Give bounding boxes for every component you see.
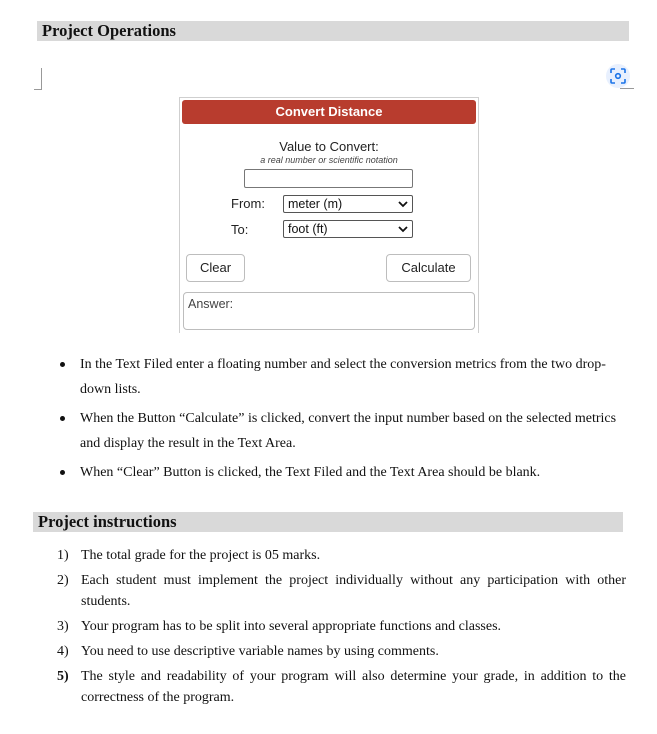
to-label: To: [231, 222, 249, 237]
instructions-list [48, 545, 626, 712]
from-unit-value: meter (m) [288, 197, 343, 211]
item-text: Each student must implement the project individually without any participation with other students. [81, 573, 626, 609]
item-text: The style and readability of your program will also determine your grade, in addition to the correctness of the program. [81, 669, 626, 705]
item-number: 1) [57, 548, 69, 563]
section-title-instructions: Project instructions [33, 512, 623, 532]
item-number: 3) [57, 619, 69, 634]
item-number: 2) [57, 573, 69, 588]
list-item [60, 406, 630, 456]
item-text: Your program has to be split into several appropriate functions and classes. [81, 619, 502, 634]
bullet-text: When “Clear” Button is clicked, the Text Filed and the Text Area should be blank. [80, 465, 541, 480]
distance-converter-widget [179, 97, 479, 333]
list-item [48, 616, 626, 637]
answer-label: Answer: [188, 297, 234, 311]
screenshot-icon[interactable] [606, 64, 630, 88]
bullet-dot [60, 470, 65, 475]
from-unit-select[interactable] [283, 195, 413, 213]
operations-list [60, 352, 630, 489]
bullet-text: In the Text Filed enter a floating number and select the conversion metrics from the two drop-down lists. [80, 357, 606, 397]
bullet-dot [60, 416, 65, 421]
to-unit-value: foot (ft) [288, 222, 328, 236]
item-text: The total grade for the project is 05 marks. [81, 548, 321, 563]
to-unit-select[interactable] [283, 220, 413, 238]
chevron-down-icon [398, 225, 408, 233]
value-hint: a real number or scientific notation [260, 155, 398, 165]
converter-title: Convert Distance [182, 100, 476, 124]
list-item [60, 460, 630, 485]
list-item [48, 666, 626, 708]
calculate-button[interactable]: Calculate [386, 254, 471, 282]
item-number: 4) [57, 644, 69, 659]
from-label: From: [231, 196, 265, 211]
list-item [60, 352, 630, 402]
value-label: Value to Convert: [279, 139, 379, 154]
item-text: You need to use descriptive variable names by using comments. [81, 644, 439, 659]
page-corner-mark [34, 68, 42, 90]
answer-text-area[interactable] [183, 292, 475, 330]
list-item [48, 545, 626, 566]
list-item [48, 641, 626, 662]
bullet-text: When the Button “Calculate” is clicked, convert the input number based on the selected metrics and display the result in the Text Area. [80, 411, 617, 451]
section-title-operations: Project Operations [37, 21, 629, 41]
clear-button[interactable]: Clear [186, 254, 245, 282]
bullet-dot [60, 362, 65, 367]
page-corner-mark-right [620, 88, 634, 89]
item-number: 5) [57, 669, 69, 684]
list-item [48, 570, 626, 612]
chevron-down-icon [398, 200, 408, 208]
value-input[interactable] [244, 169, 413, 188]
